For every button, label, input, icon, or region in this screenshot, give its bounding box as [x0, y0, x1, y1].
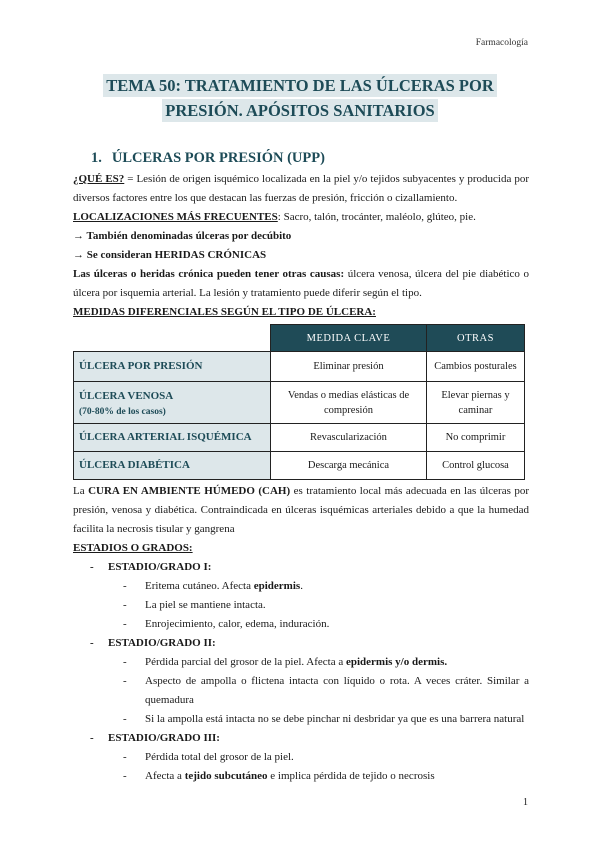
stage-3 — [90, 729, 529, 748]
list-item: - La piel se mantiene intacta. — [123, 596, 529, 615]
localizaciones-text: : Sacro, talón, trocánter, maléolo, glúteo, pie. — [277, 211, 476, 223]
list-item: - Pérdida total del grosor de la piel. — [123, 748, 529, 767]
list-item — [123, 767, 529, 786]
cell-otras: Cambios posturales — [426, 352, 524, 382]
cell-medida-clave: Descarga mecánica — [271, 452, 427, 480]
table-row — [74, 452, 525, 480]
title-line-2: PRESIÓN. APÓSITOS SANITARIOS — [162, 99, 437, 122]
definition-paragraph — [73, 170, 529, 208]
table-row — [74, 352, 525, 382]
arrow-note-1: → También denominadas úlceras por decúbito — [73, 230, 292, 242]
item-text: Afecta a — [145, 770, 185, 782]
list-item — [123, 653, 529, 672]
title-line-1: TEMA 50: TRATAMIENTO DE LAS ÚLCERAS POR — [103, 74, 497, 97]
page-number: 1 — [523, 797, 528, 808]
section-title: ÚLCERAS POR PRESIÓN (UPP) — [111, 150, 325, 166]
list-item: - Enrojecimiento, calor, edema, induración. — [123, 615, 529, 634]
que-es-text: = Lesión de origen isquémico localizada en la piel y/o tejidos subyacentes y producida por diversos factores entre los que destacan las fuerzas de presión, fricción o cizallamiento. — [73, 173, 529, 204]
item-bold: tejido subcutáneo — [184, 770, 268, 782]
stage-1 — [90, 558, 529, 577]
que-es-label: ¿QUÉ ES? — [73, 173, 125, 185]
column-header-otras: OTRAS — [426, 325, 524, 352]
cell-otras: Elevar piernas y caminar — [426, 382, 524, 424]
item-bold: epidermis y/o dermis. — [345, 656, 448, 668]
row-label: ÚLCERA DIABÉTICA — [74, 452, 271, 480]
column-header-medida-clave: MEDIDA CLAVE — [271, 325, 427, 352]
list-item: - Aspecto de ampolla o flictena intacta con líquido o rota. A veces cráter. Similar a quemadura — [123, 672, 529, 710]
stage-3-title: - ESTADIO/GRADO III: — [90, 732, 220, 744]
stage-2 — [90, 634, 529, 653]
stage-2-title-text: ESTADIO/GRADO II: — [108, 637, 216, 649]
section-number: 1. — [91, 150, 102, 166]
item-text-post: e implica pérdida de tejido o necrosis — [267, 770, 435, 782]
table-row — [74, 424, 525, 452]
stage-2-title: - ESTADIO/GRADO II: — [90, 637, 216, 649]
row-label: ÚLCERA ARTERIAL ISQUÉMICA — [74, 424, 271, 452]
causas-bold: Las úlceras o heridas crónica pueden tener otras causas: — [73, 268, 345, 280]
item-bold: epidermis — [253, 580, 301, 592]
medidas-title: MEDIDAS DIFERENCIALES SEGÚN EL TIPO DE ÚLCERA: — [73, 306, 376, 318]
cell-medida-clave: Vendas o medias elásticas de compresión — [271, 382, 427, 424]
localizaciones-label: LOCALIZACIONES MÁS FRECUENTES — [73, 211, 278, 223]
table-corner — [74, 325, 271, 352]
cell-medida-clave: Eliminar presión — [271, 352, 427, 382]
table-header-row — [74, 325, 525, 352]
stage-3-title-text: ESTADIO/GRADO III: — [108, 732, 220, 744]
row-label: ÚLCERA POR PRESIÓN — [74, 352, 271, 382]
list-item — [123, 577, 529, 596]
cell-otras: No comprimir — [426, 424, 524, 452]
row-sublabel: (70-80% de los casos) — [79, 406, 166, 417]
stage-1-title: - ESTADIO/GRADO I: — [90, 561, 212, 573]
arrow-note-2: → Se consideran HERIDAS CRÓNICAS — [73, 249, 267, 261]
main-content — [73, 148, 529, 786]
cah-bold: CURA EN AMBIENTE HÚMEDO (CAH) — [88, 485, 291, 497]
cah-paragraph — [73, 482, 529, 539]
causas-paragraph — [73, 265, 529, 303]
list-item: - Si la ampolla está intacta no se debe pinchar ni desbridar ya que es una barrera natural — [123, 710, 529, 729]
item-text: Eritema cutáneo. Afecta — [145, 580, 254, 592]
item-text-post: . — [300, 580, 303, 592]
row-label: ÚLCERA VENOSA — [79, 389, 174, 402]
causas-text: úlcera venosa, úlcera del pie diabético o úlcera por isquemia arterial. La lesión y tratamiento puede diferir según el tipo. — [73, 268, 529, 299]
localizaciones-paragraph — [73, 208, 529, 227]
header-subject: Farmacología — [475, 38, 528, 48]
section-heading — [91, 148, 529, 168]
cah-text: es tratamiento local más adecuada en las úlceras por presión, venosa y diabética. Contraindicada en úlceras isquémicas arteriales debido a que la humedad facilita la necrosis tisular y gangrena — [73, 485, 530, 535]
row-label-cell — [74, 382, 271, 424]
table-row — [74, 382, 525, 424]
cell-medida-clave: Revascularización — [271, 424, 427, 452]
cah-pre: La — [73, 485, 89, 497]
item-text: Pérdida parcial del grosor de la piel. Afecta a — [145, 656, 346, 668]
ulcer-measures-table — [73, 324, 525, 480]
cell-otras: Control glucosa — [426, 452, 524, 480]
document-title — [0, 73, 600, 123]
stage-1-title-text: ESTADIO/GRADO I: — [108, 561, 212, 573]
estadios-title: ESTADIOS O GRADOS: — [73, 542, 193, 554]
